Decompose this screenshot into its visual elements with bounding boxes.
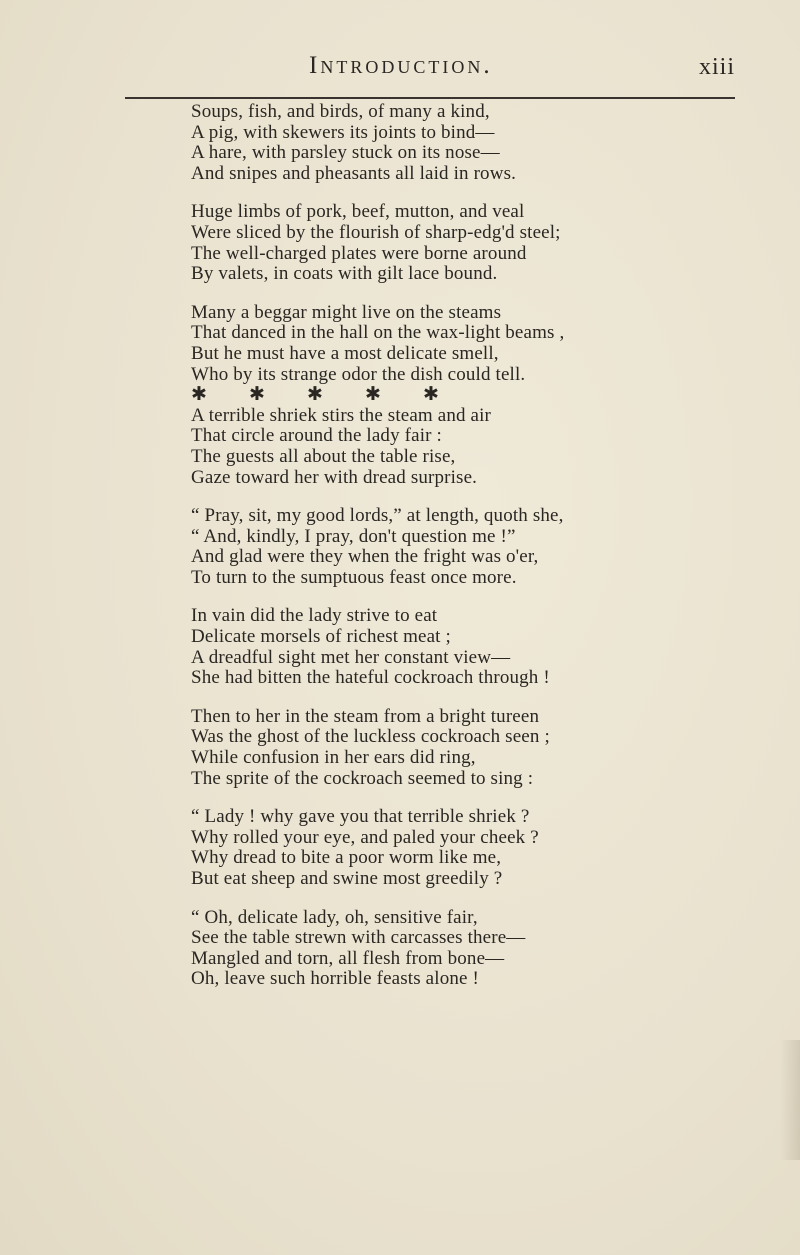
poem-line: Why dread to bite a poor worm like me, — [191, 847, 502, 869]
poem-line: Then to her in the steam from a bright tureen — [191, 705, 540, 727]
poem-line: Delicate morsels of richest meat ; — [191, 626, 451, 648]
stanza — [191, 908, 761, 990]
stanza — [191, 102, 761, 184]
stanza — [191, 807, 761, 889]
page-number: xiii — [699, 54, 736, 80]
stanza — [191, 707, 761, 789]
poem-line: The guests all about the table rise, — [191, 445, 456, 467]
asterisk-icon: ✱ — [249, 384, 265, 406]
poem-line: “ Pray, sit, my good lords,” at length, quoth she, — [191, 505, 564, 527]
header-rule — [125, 97, 735, 99]
poem-line: To turn to the sumptuous feast once more. — [191, 566, 517, 588]
poem-line: But eat sheep and swine most greedily ? — [191, 868, 503, 889]
poem-line: A hare, with parsley stuck on its nose— — [191, 142, 500, 164]
poem-line: Who by its strange odor the dish could tell. — [191, 363, 526, 385]
poem-line: Gaze toward her with dread surprise. — [191, 466, 478, 488]
poem-line: “ And, kindly, I pray, don't question me !” — [191, 525, 516, 547]
poem-line: And snipes and pheasants all laid in rows. — [191, 162, 517, 184]
poem-line: A pig, with skewers its joints to bind— — [191, 121, 495, 143]
poem-line: “ Lady ! why gave you that terrible shriek ? — [191, 806, 530, 828]
page-header — [0, 52, 800, 92]
poem-line: A terrible shriek stirs the steam and air — [191, 404, 492, 426]
poem-line: That danced in the hall on the wax-light beams , — [191, 322, 565, 344]
asterisk-icon: ✱ — [365, 384, 381, 406]
poem-line: Many a beggar might live on the steams — [191, 301, 502, 323]
poem-line: See the table strewn with carcasses there— — [191, 927, 526, 949]
poem-line: In vain did the lady strive to eat — [191, 605, 438, 627]
poem-line: By valets, in coats with gilt lace bound. — [191, 263, 498, 285]
stanza — [191, 506, 761, 588]
poem-line: Huge limbs of pork, beef, mutton, and veal — [191, 201, 525, 223]
stanza — [191, 202, 761, 284]
poem-line: The sprite of the cockroach seemed to sing : — [191, 767, 534, 789]
poem-line: But he must have a most delicate smell, — [191, 342, 499, 364]
asterisk-icon: ✱ — [423, 384, 439, 406]
page-edge-shadow — [780, 1040, 800, 1160]
poem-line: “ Oh, delicate lady, oh, sensitive fair, — [191, 906, 478, 928]
poem-line: Soups, fish, and birds, of many a kind, — [191, 101, 490, 122]
poem-body — [191, 102, 761, 1008]
poem-line: Why rolled your eye, and paled your cheek ? — [191, 826, 539, 848]
poem-line: Mangled and torn, all flesh from bone— — [191, 947, 505, 969]
poem-line: While confusion in her ears did ring, — [191, 747, 476, 769]
poem-line: That circle around the lady fair : — [191, 425, 442, 447]
asterisk-icon: ✱ — [191, 384, 207, 406]
poem-line: Oh, leave such horrible feasts alone ! — [191, 968, 479, 990]
stanza — [191, 303, 761, 488]
poem-line: Were sliced by the flourish of sharp-edg'd steel; — [191, 221, 561, 243]
poem-line: A dreadful sight met her constant view— — [191, 646, 511, 668]
section-break-asterisks — [191, 385, 761, 406]
poem-line: The well-charged plates were borne around — [191, 242, 527, 264]
poem-line: She had bitten the hateful cockroach through ! — [191, 667, 550, 689]
running-head: Introduction. — [309, 52, 493, 79]
poem-line: Was the ghost of the luckless cockroach seen ; — [191, 726, 550, 748]
stanza — [191, 606, 761, 688]
asterisk-icon: ✱ — [307, 384, 323, 406]
poem-line: And glad were they when the fright was o'er, — [191, 546, 539, 568]
